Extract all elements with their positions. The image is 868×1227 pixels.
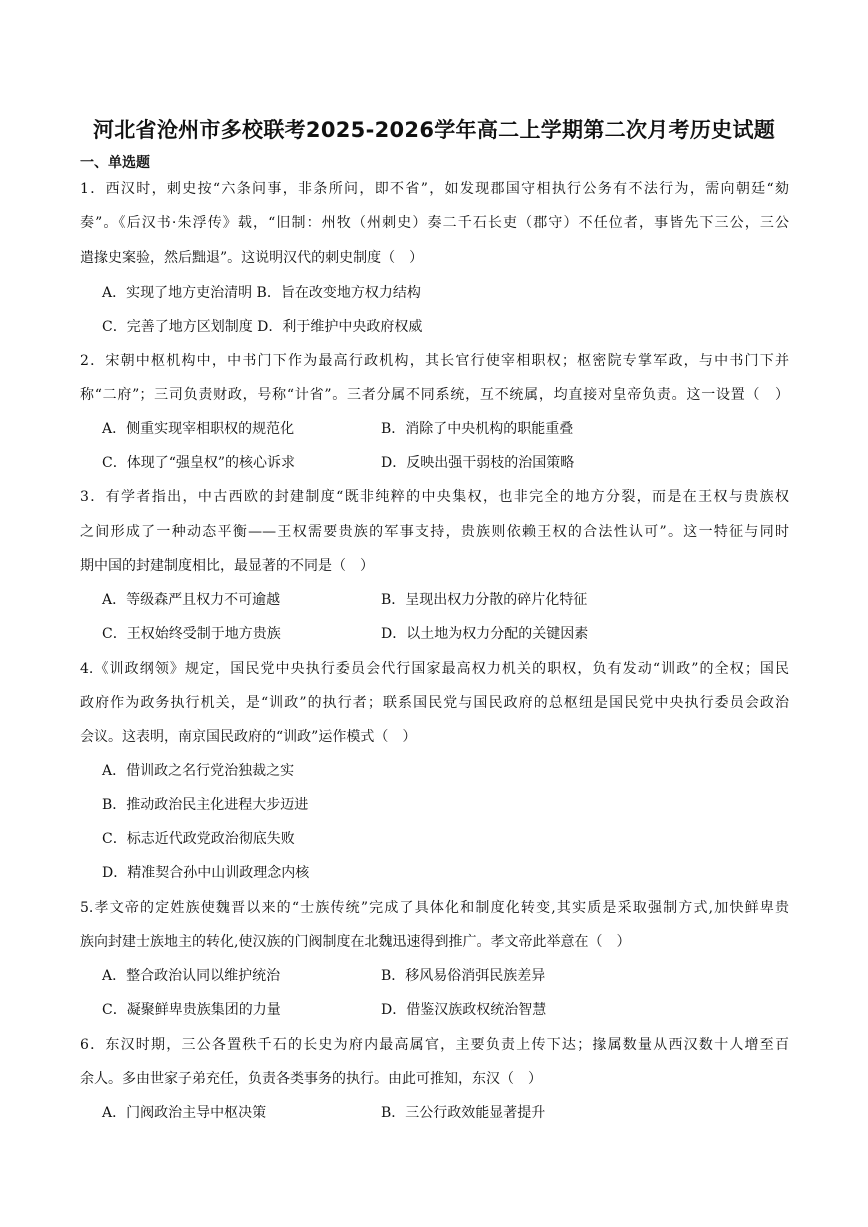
- question-2-option-c: C．体现了“强皇权”的核心诉求: [102, 455, 296, 471]
- question-5-option-c: C．凝聚鲜卑贵族集团的力量: [102, 1002, 281, 1018]
- page-title: 河北省沧州市多校联考2025-2026学年高二上学期第二次月考历史试题: [92, 118, 776, 142]
- question-3-option-d: D．以土地为权力分配的关键因素: [381, 626, 589, 642]
- question-4-option-b: B．推动政治民主化进程大步迈进: [102, 797, 309, 813]
- question-3-option-a: A．等级森严且权力不可逾越: [102, 592, 281, 608]
- question-3-option-b: B．呈现出权力分散的碎片化特征: [381, 592, 588, 608]
- section-heading: 一、单选题: [80, 155, 150, 171]
- question-1-line-2: 奏”。《后汉书·朱浮传》载，“旧制：州牧（州刺史）奏二千石长吏（郡守）不任位者，事皆先下三公，三公: [80, 215, 789, 231]
- question-2-option-a: A．侧重实现宰相职权的规范化: [102, 421, 295, 437]
- question-1-line-3: 遣掾史案验，然后黜退”。这说明汉代的刺史制度（ ）: [80, 250, 424, 266]
- question-4-option-d: D．精准契合孙中山训政理念内核: [102, 865, 310, 881]
- question-1-options-cd: C．完善了地方区划制度 D．利于维护中央政府权威: [102, 319, 423, 335]
- question-2-option-d: D．反映出强干弱枝的治国策略: [381, 455, 575, 471]
- question-6-option-b: B．三公行政效能显著提升: [381, 1105, 546, 1121]
- question-6-line-1: 6．东汉时期，三公各置秩千石的长史为府内最高属官，主要负责上传下达；掾属数量从西汉数十人增至百: [80, 1037, 789, 1053]
- question-4-option-a: A．借训政之名行党治独裁之实: [102, 763, 295, 779]
- question-5-option-a: A．整合政治认同以维护统治: [102, 968, 281, 984]
- question-2-line-2: 称“二府”；三司负责财政，号称“计省”。三者分属不同系统，互不统属，均直接对皇帝负责。这一设置（ ）: [80, 387, 789, 403]
- question-3-option-c: C．王权始终受制于地方贵族: [102, 626, 281, 642]
- question-6-line-2: 余人。多由世家子弟充任，负责各类事务的执行。由此可推知，东汉（ ）: [80, 1071, 542, 1087]
- question-5-line-1: 5.孝文帝的定姓族使魏晋以来的“士族传统”完成了具体化和制度化转变,其实质是采取强制方式,加快鲜卑贵: [80, 900, 789, 916]
- question-1-line-1: 1．西汉时，刺史按“六条问事，非条所问，即不省”，如发现郡国守相执行公务有不法行为，需向朝廷“劾: [80, 181, 789, 197]
- question-1-options-ab: A．实现了地方吏治清明 B．旨在改变地方权力结构: [102, 285, 421, 301]
- question-5-option-b: B．移风易俗消弭民族差异: [381, 968, 546, 984]
- question-2-line-1: 2．宋朝中枢机构中，中书门下作为最高行政机构，其长官行使宰相职权；枢密院专掌军政，与中书门下并: [80, 353, 789, 369]
- question-4-line-3: 会议。这表明，南京国民政府的“训政”运作模式（ ）: [80, 729, 417, 745]
- question-2-option-b: B．消除了中央机构的职能重叠: [381, 421, 574, 437]
- question-3-line-3: 期中国的封建制度相比，最显著的不同是（ ）: [80, 558, 374, 574]
- question-4-line-1: 4.《训政纲领》规定，国民党中央执行委员会代行国家最高权力机关的职权，负有发动“训政”的全权；国民: [80, 661, 789, 677]
- question-3-line-1: 3．有学者指出，中古西欧的封建制度“既非纯粹的中央集权，也非完全的地方分裂，而是在王权与贵族权: [80, 489, 789, 505]
- question-3-line-2: 之间形成了一种动态平衡——王权需要贵族的军事支持，贵族则依赖王权的合法性认可”。这一特征与同时: [80, 524, 789, 540]
- question-5-option-d: D．借鉴汉族政权统治智慧: [381, 1002, 547, 1018]
- question-6-option-a: A．门阀政治主导中枢决策: [102, 1105, 267, 1121]
- question-5-line-2: 族向封建士族地主的转化,使汉族的门阀制度在北魏迅速得到推广。孝文帝此举意在（ ）: [80, 934, 631, 950]
- question-4-option-c: C．标志近代政党政治彻底失败: [102, 831, 295, 847]
- question-4-line-2: 政府作为政务执行机关，是“训政”的执行者；联系国民党与国民政府的总枢纽是国民党中央执行委员会政治: [80, 695, 789, 711]
